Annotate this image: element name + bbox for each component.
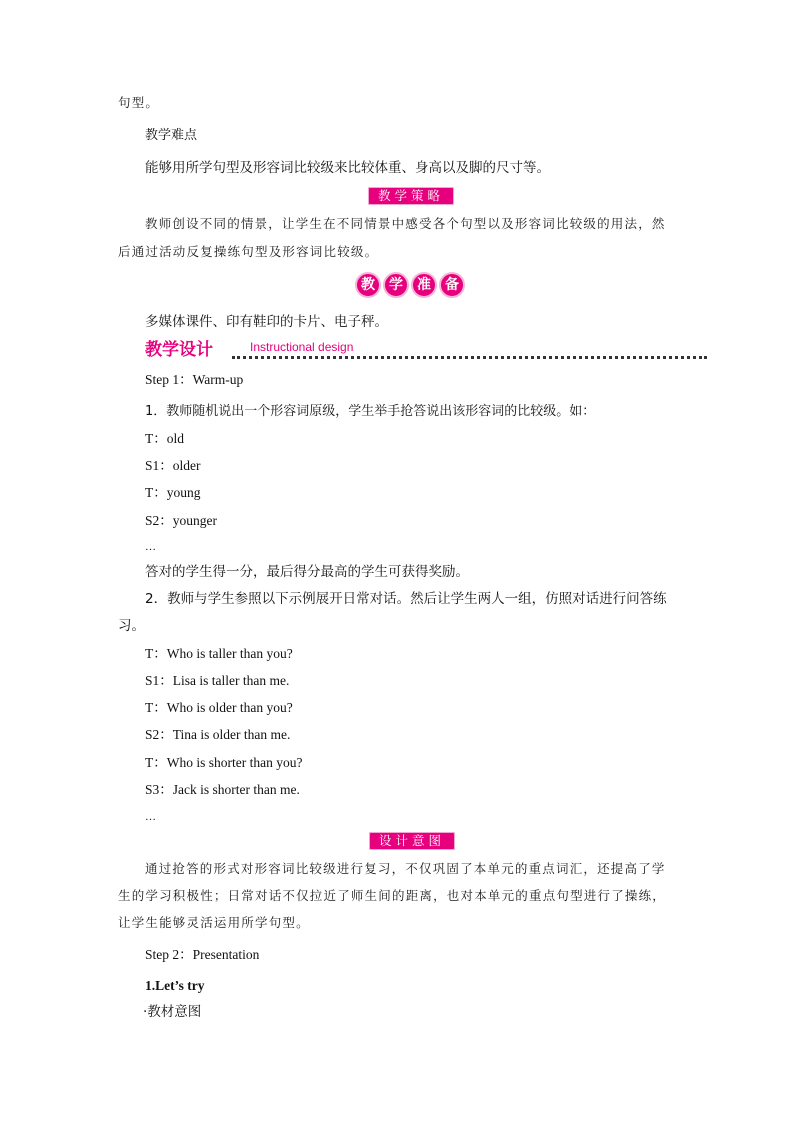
banner-design-intent: 设计意图: [369, 832, 455, 850]
subheading-difficulty: 教学难点: [145, 128, 198, 143]
dialogue-line: S1：Lisa is taller than me.: [145, 673, 290, 688]
banner-teaching-preparation: [355, 272, 465, 298]
prep-char: 准: [411, 272, 437, 298]
dialogue-line: S1：older: [145, 458, 201, 473]
prep-char: 学: [383, 272, 409, 298]
dialogue-line: T：Who is older than you?: [145, 700, 293, 715]
activity-heading: 1.Let’s try: [145, 978, 205, 993]
text-line: 教师创设不同的情景，让学生在不同情景中感受各个句型以及形容词比较级的用法，然: [145, 216, 666, 231]
text-line: 答对的学生得一分，最后得分最高的学生可获得奖励。: [145, 564, 469, 580]
text-line: 后通过活动反复操练句型及形容词比较级。: [118, 244, 379, 259]
section-divider-dots: [232, 352, 707, 359]
banner-teaching-strategy: 教学策略: [368, 187, 454, 205]
text-line: 通过抢答的形式对形容词比较级进行复习，不仅巩固了本单元的重点词汇，还提高了学: [145, 861, 666, 876]
text-line: 习。: [118, 618, 145, 634]
text-line: 多媒体课件、印有鞋印的卡片、电子秤。: [145, 314, 388, 330]
dialogue-line: T：young: [145, 485, 201, 500]
dialogue-line: T：Who is shorter than you?: [145, 755, 303, 770]
text-line: 句型。: [118, 95, 160, 110]
ellipsis: …: [145, 811, 156, 823]
section-subtitle: Instructional design: [250, 340, 354, 354]
step-heading: Step 1：Warm-up: [145, 372, 244, 387]
section-title: 教学设计: [145, 340, 213, 360]
text-line: 生的学习积极性；日常对话不仅拉近了师生间的距离，也对本单元的重点句型进行了操练，: [118, 888, 667, 903]
dialogue-line: S3：Jack is shorter than me.: [145, 782, 300, 797]
text-line: 2．教师与学生参照以下示例展开日常对话。然后让学生两人一组，仿照对话进行问答练: [145, 591, 667, 607]
dialogue-line: S2：Tina is older than me.: [145, 727, 291, 742]
prep-char: 教: [355, 272, 381, 298]
text-line: 让学生能够灵活运用所学句型。: [118, 915, 310, 930]
text-line: ·教材意图: [143, 1004, 202, 1020]
ellipsis: …: [145, 541, 156, 553]
dialogue-line: T：Who is taller than you?: [145, 646, 293, 661]
text-line: 1．教师随机说出一个形容词原级，学生举手抢答说出该形容词的比较级。如：: [145, 404, 596, 419]
dialogue-line: S2：younger: [145, 513, 217, 528]
step-heading: Step 2：Presentation: [145, 947, 260, 962]
dialogue-line: T：old: [145, 431, 184, 446]
prep-char: 备: [439, 272, 465, 298]
text-line: 能够用所学句型及形容词比较级来比较体重、身高以及脚的尺寸等。: [145, 160, 550, 176]
